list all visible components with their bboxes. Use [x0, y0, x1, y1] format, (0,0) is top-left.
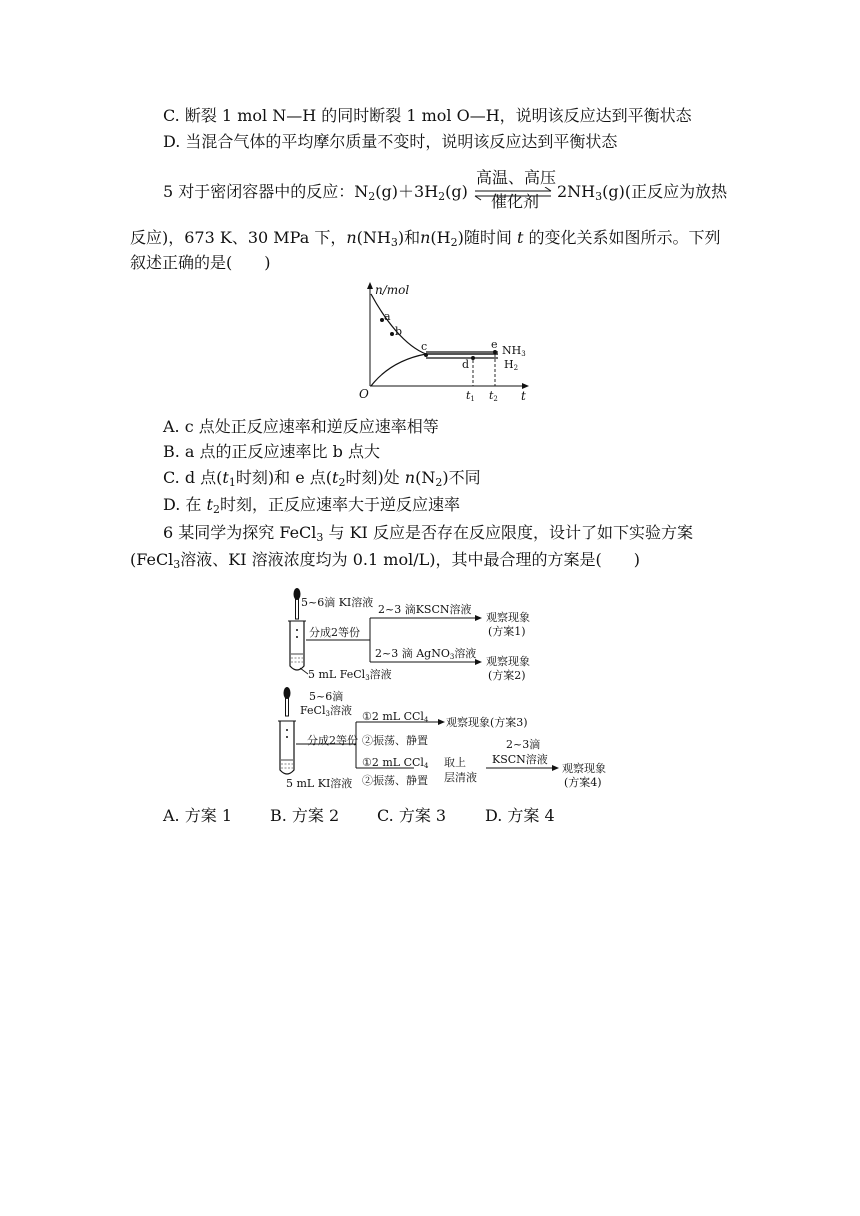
h2-curve [371, 294, 498, 354]
q4-option-d: D. 当混合气体的平均摩尔质量不变时，说明该反应达到平衡状态 [163, 132, 618, 151]
q5-condition-top: 高温、高压 [476, 168, 557, 187]
q5-number: 5 [163, 182, 174, 201]
dropper-tube-icon [286, 698, 289, 716]
q5-optc-mid: 时刻)和 e 点( [235, 468, 332, 487]
d2-take1-label: 取上 [444, 756, 466, 769]
q5-option-a: A. c 点处正反应速率和逆反应速率相等 [163, 417, 439, 436]
test-tube-icon [290, 621, 304, 670]
y-axis-label: n/mol [375, 283, 410, 297]
d1-r1-label: 观察现象 [486, 611, 530, 624]
point-b [390, 332, 394, 336]
label-a: a [384, 310, 391, 323]
dropper-bulb-icon [294, 588, 301, 600]
label-d: d [462, 358, 470, 371]
q6-option-c: C. 方案 3 [377, 806, 447, 825]
point-d [471, 356, 475, 360]
q5-stem-line2: 反应)，673 K、30 MPa 下，$n(NH_3)$和$n(H_2)$随时间 t 的变化关系如图所示。下列 [130, 228, 721, 249]
q5-line2c: 随时间 [463, 228, 512, 247]
q6-option-b: B. 方案 2 [270, 806, 340, 825]
d2-r4b-label: (方案4) [564, 776, 602, 789]
d1-r2-label: 观察现象 [486, 655, 530, 668]
q5-optd-post: 时刻，正反应速率大于逆反应速率 [219, 495, 460, 514]
q5-stem-line1: 5 对于密闭容器中的反应：$N_2(g)+3H_2(g)$ [163, 182, 468, 203]
q5-option-b: B. a 点的正反应速率比 b 点大 [163, 442, 380, 461]
d1-r2b-label: (方案2) [488, 669, 526, 682]
q6-diagram-1 [278, 588, 608, 688]
label-e: e [491, 338, 498, 351]
q5-stem-line3: 叙述正确的是( ) [130, 253, 271, 272]
q6-option-a: A. 方案 1 [163, 806, 232, 825]
d2-k2-label: KSCN溶液 [492, 753, 548, 766]
q5-optc-pre: C. d 点( [163, 468, 223, 487]
q5-stem-line1-end: $2NH_3(g)$(正反应为放热 [557, 182, 728, 203]
q5-lead: 对于密闭容器中的反应：N [178, 182, 369, 201]
d2-split-label: 分成2等份 [307, 734, 358, 747]
q6-stem-line1: 6 某同学为探究 FeCl$_3$ 与 KI 反应是否存在反应限度，设计了如下实验方案 [163, 523, 693, 544]
label-b: b [395, 325, 403, 338]
arrow-icon [438, 719, 445, 725]
d2-base-label: 5 mL KI溶液 [286, 777, 353, 790]
arrow-icon [475, 615, 482, 621]
test-tube-icon [280, 721, 294, 774]
label-c: c [421, 340, 428, 353]
q6-line2b: 溶液、KI 溶液浓度均为 0.1 mol/L)，其中最合理的方案是( ) [180, 550, 640, 569]
d2-r4-label: 观察现象 [562, 762, 606, 775]
d2-drop2-label: FeCl3溶液 [300, 704, 352, 718]
d1-r1b-label: (方案1) [488, 625, 526, 638]
d2-r3-label: 观察现象(方案3) [446, 716, 528, 729]
q5-graph [350, 280, 550, 405]
y-axis-arrow-icon [367, 282, 373, 289]
dropper-tube-icon [296, 599, 299, 619]
q5-optc-post: 时刻)处 [345, 468, 400, 487]
t1-label: t1 [466, 389, 475, 403]
d1-split-label: 分成2等份 [309, 626, 360, 639]
q5-condition-bottom: 催化剂 [491, 192, 540, 211]
q6-stem-line2: (FeCl$_3$溶液、KI 溶液浓度均为 0.1 mol/L)，其中最合理的方案是( ) [130, 550, 640, 571]
q5-product: 2NH [557, 182, 596, 201]
point-c [424, 353, 428, 357]
q6-line1b: 与 KI 反应是否存在反应限度，设计了如下实验方案 [328, 523, 693, 542]
q5-optc-end: (N [415, 468, 436, 487]
d1-base-label: 5 mL FeCl3溶液 [308, 668, 392, 682]
t2-label: t2 [489, 389, 498, 403]
x-axis-label: t [521, 389, 526, 403]
d2-s2b-label: ②振荡、静置 [362, 774, 428, 787]
q5-optd-pre: D. 在 [163, 495, 202, 514]
h2-label: H2 [504, 358, 519, 372]
q5-line2d: 的变化关系如图所示。下列 [528, 228, 721, 247]
d2-s1b-label: ②振荡、静置 [362, 734, 428, 747]
d2-take2-label: 层清液 [444, 771, 477, 784]
q5-optc-end2: )不同 [442, 468, 481, 487]
q5-option-c: C. d 点($t_1$时刻)和 e 点($t_2$时刻)处 $n(N_2)$不同 [163, 468, 481, 489]
q6-diagram-2 [278, 686, 623, 794]
d1-a2-label: 2~3 滴 AgNO3溶液 [375, 647, 477, 661]
dropper-bulb-icon [284, 687, 291, 699]
d2-s2a-label: ①2 mL CCl4 [362, 756, 429, 770]
q6-line2: (FeCl [130, 550, 174, 569]
q5-line2a: 反应)，673 K、30 MPa 下， [130, 228, 347, 247]
arrow-icon [552, 765, 559, 771]
q4-option-c: C. 断裂 1 mol N—H 的同时断裂 1 mol O—H，说明该反应达到平衡状态 [163, 106, 692, 125]
q5-product-note: (g)(正反应为放热 [602, 182, 728, 201]
d2-k1-label: 2~3滴 [506, 738, 541, 751]
q6-option-d: D. 方案 4 [485, 806, 555, 825]
q5-reaction-arrow [473, 168, 555, 212]
origin-label: O [359, 387, 369, 401]
d1-a1-label: 2~3 滴KSCN溶液 [378, 603, 472, 616]
d1-drop-label: 5~6滴 KI溶液 [301, 596, 374, 609]
nh3-curve [371, 354, 498, 386]
q5-line2b: 和 [404, 228, 421, 247]
d2-drop1-label: 5~6滴 [309, 690, 344, 703]
q6-line1: 6 某同学为探究 FeCl [163, 523, 317, 542]
nh3-label: NH3 [502, 344, 526, 358]
d2-s1a-label: ①2 mL CCl4 [362, 710, 429, 724]
q5-option-d: D. 在 $t_2$时刻，正反应速率大于逆反应速率 [163, 495, 460, 516]
